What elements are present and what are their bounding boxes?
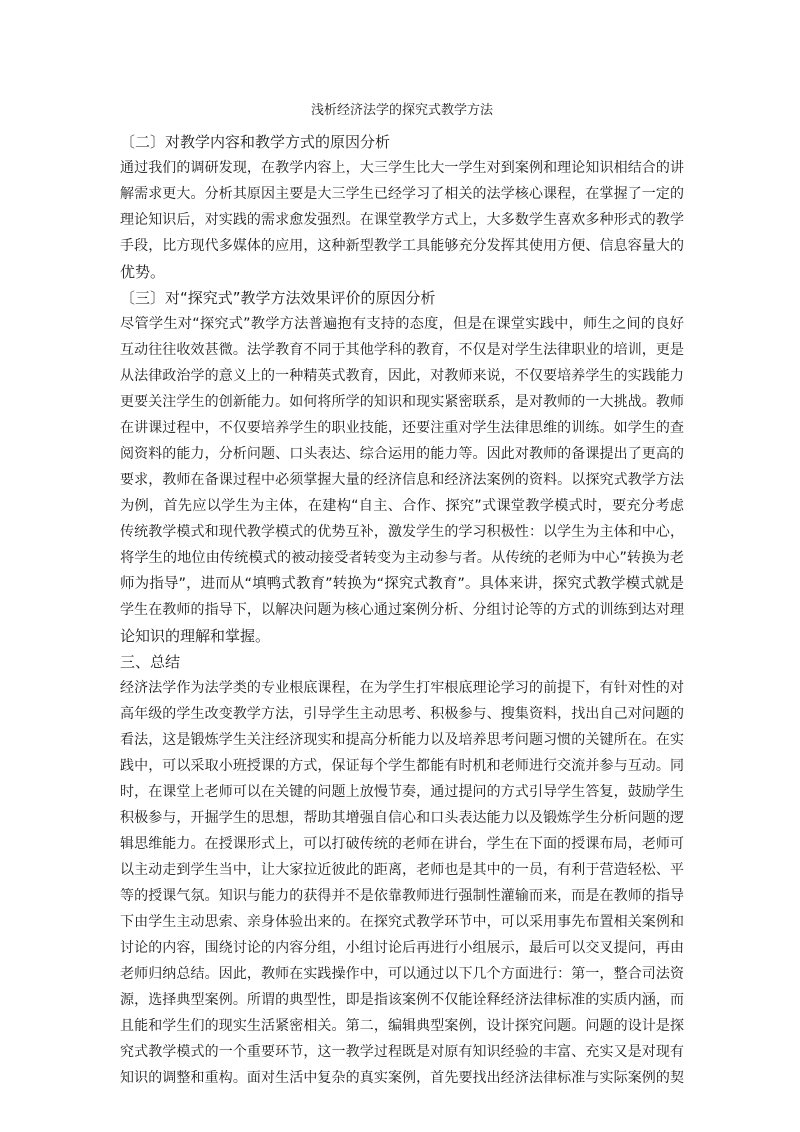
text-line: 尽管学生对“探究式”教学方法普遍抱有支持的态度，但是在课堂实践中，师生之间的良好 bbox=[120, 316, 684, 332]
text-line: 将学生的地位由传统模式的被动接受者转变为主动参与者。从传统的老师为中心”转换为老 bbox=[120, 550, 684, 566]
text-line: 互动往往收效甚微。法学教育不同于其他学科的教育，不仅是对学生法律职业的培训，更是 bbox=[120, 342, 684, 358]
text-line: 传统教学模式和现代教学模式的优势互补，激发学生的学习积极性：以学生为主体和中心， bbox=[120, 524, 684, 540]
text-line: 在讲课过程中，不仅要培养学生的职业技能，还要注重对学生法律思维的训练。如学生的查 bbox=[120, 420, 684, 436]
text-line: 以主动走到学生当中，让大家拉近彼此的距离，老师也是其中的一员，有利于营造轻松、平 bbox=[120, 862, 684, 878]
text-line: 手段，比方现代多媒体的应用，这种新型教学工具能够充分发挥其使用方便、信息容量大的 bbox=[120, 238, 684, 254]
text-line: 师为指导”，进而从“填鸭式教育”转换为“探究式教育”。具体来讲，探究式教学模式就是 bbox=[120, 576, 684, 592]
text-line: 解需求更大。分析其原因主要是大三学生已经学习了相关的法学核心课程，在掌握了一定的 bbox=[120, 186, 684, 202]
text-line: 等的授课气氛。知识与能力的获得并不是依靠教师进行强制性灌输而来，而是在教师的指导 bbox=[120, 888, 684, 904]
text-line: 论知识的理解和掌握。 bbox=[120, 627, 271, 645]
text-line: 优势。 bbox=[120, 263, 166, 281]
text-line: 下由学生主动思索、亲身体验出来的。在探究式教学环节中，可以采用事先布置相关案例和 bbox=[120, 914, 684, 930]
text-line: 践中，可以采取小班授课的方式，保证每个学生都能有时机和老师进行交流并参与互动。同 bbox=[120, 758, 684, 774]
text-line: 为例，首先应以学生为主体，在建构“自主、合作、探究”式课堂教学模式时，要充分考虑 bbox=[120, 498, 684, 514]
text-line: 要求，教师在备课过程中必须掌握大量的经济信息和经济法案例的资料。以探究式教学方法 bbox=[120, 472, 684, 488]
text-line: 积极参与，开掘学生的思想，帮助其增强自信心和口头表达能力以及锻炼学生分析问题的逻 bbox=[120, 810, 684, 826]
text-line: 三、总结 bbox=[120, 653, 181, 671]
text-line: 究式教学模式的一个重要环节，这一教学过程既是对原有知识经验的丰富、充实又是对现有 bbox=[120, 1044, 684, 1060]
text-line: 源，选择典型案例。所谓的典型性，即是指该案例不仅能诠释经济法律标准的实质内涵，而 bbox=[120, 992, 684, 1008]
text-line: 辑思维能力。在授课形式上，可以打破传统的老师在讲台，学生在下面的授课布局，老师可 bbox=[120, 836, 684, 852]
text-line: 〔二〕对教学内容和教学方式的原因分析 bbox=[120, 133, 391, 151]
text-line: 高年级的学生改变教学方法，引导学生主动思考、积极参与、搜集资料，找出自己对问题的 bbox=[120, 706, 684, 722]
text-line: 老师归纳总结。因此，教师在实践操作中，可以通过以下几个方面进行：第一，整合司法资 bbox=[120, 966, 684, 982]
text-line: 理论知识后，对实践的需求愈发强烈。在课堂教学方式上，大多数学生喜欢多种形式的教学 bbox=[120, 212, 684, 228]
text-line: 〔三〕对“探究式”教学方法效果评价的原因分析 bbox=[120, 289, 436, 307]
text-line: 学生在教师的指导下，以解决问题为核心通过案例分析、分组讨论等的方式的训练到达对理 bbox=[120, 602, 684, 618]
document-title: 浅析经济法学的探究式教学方法 bbox=[310, 103, 493, 118]
text-line: 且能和学生们的现实生活紧密相关。第二，编辑典型案例，设计探究问题。问题的设计是探 bbox=[120, 1018, 684, 1034]
text-line: 通过我们的调研发现，在教学内容上，大三学生比大一学生对到案例和理论知识相结合的讲 bbox=[120, 160, 684, 176]
document-body bbox=[120, 129, 684, 1091]
text-line: 知识的调整和重构。面对生活中复杂的真实案例，首先要找出经济法律标准与实际案例的契 bbox=[120, 1070, 684, 1086]
text-line: 看法，这是锻炼学生关注经济现实和提高分析能力以及培养思考问题习惯的关键所在。在实 bbox=[120, 732, 684, 748]
text-line: 从法律政治学的意义上的一种精英式教育，因此，对教师来说，不仅要培养学生的实践能力 bbox=[120, 368, 684, 384]
text-line: 经济法学作为法学类的专业根底课程，在为学生打牢根底理论学习的前提下，有针对性的对 bbox=[120, 680, 684, 696]
text-line: 讨论的内容，围绕讨论的内容分组，小组讨论后再进行小组展示，最后可以交叉提问，再由 bbox=[120, 940, 684, 956]
text-line: 时，在课堂上老师可以在关键的问题上放慢节奏，通过提问的方式引导学生答复，鼓励学生 bbox=[120, 784, 684, 800]
text-line: 阅资料的能力，分析问题、口头表达、综合运用的能力等。因此对教师的备课提出了更高的 bbox=[120, 446, 684, 462]
text-line: 更要关注学生的创新能力。如何将所学的知识和现实紧密联系，是对教师的一大挑战。教师 bbox=[120, 394, 684, 410]
